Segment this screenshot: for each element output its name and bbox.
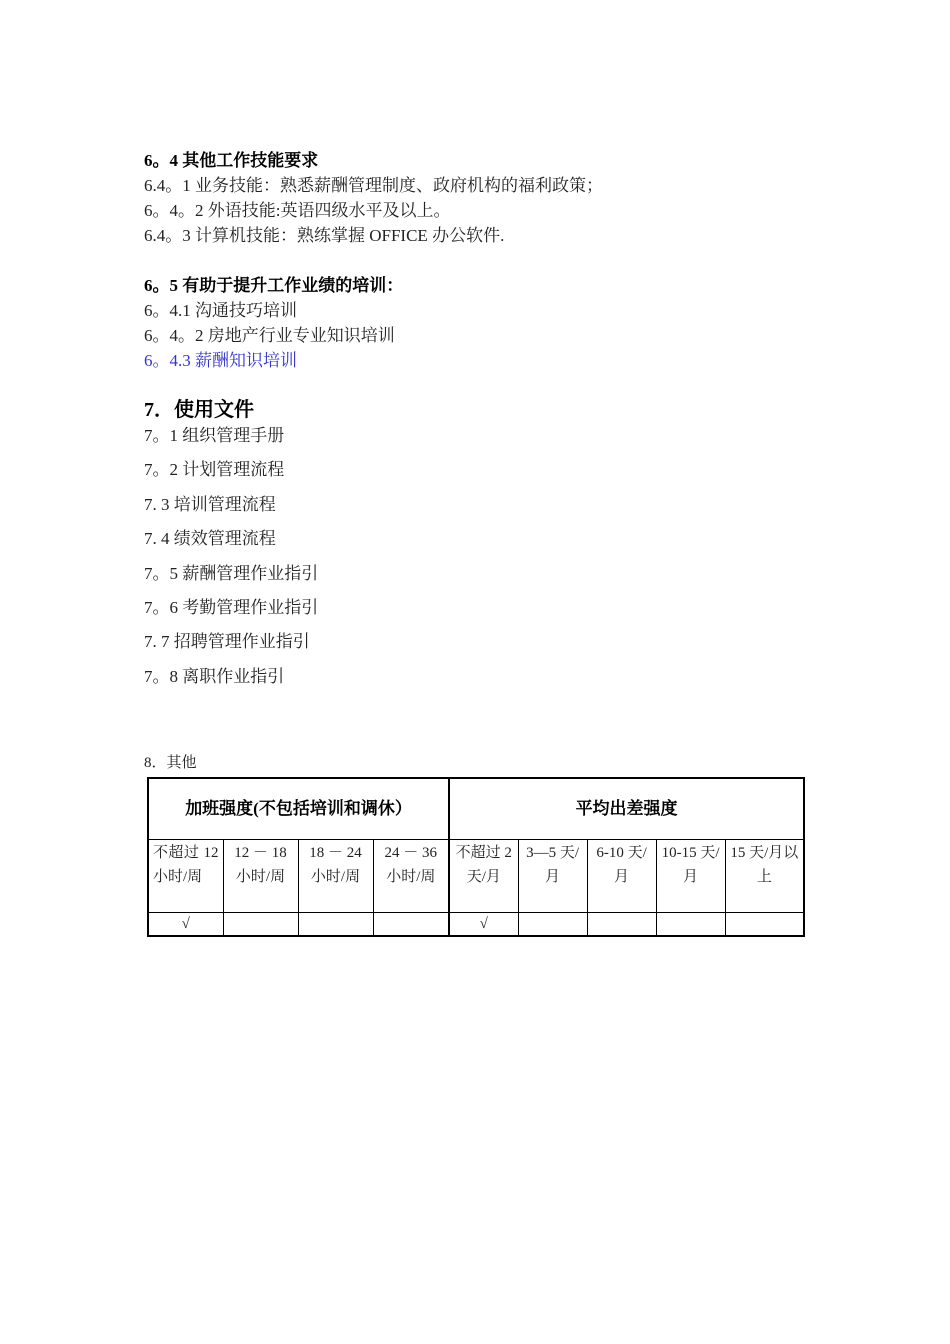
check-cell: [373, 913, 449, 937]
section-7-item: 7. 4 绩效管理流程: [144, 529, 276, 549]
check-cell: √: [449, 913, 518, 937]
check-cell: √: [148, 913, 223, 937]
section-7-item: 7. 3 培训管理流程: [144, 494, 276, 514]
section-6-5-item-2: 6。4。2 房地产行业专业知识培训: [144, 326, 395, 345]
section-6-4-item-2: 6。4。2 外语技能:英语四级水平及以上。: [144, 201, 451, 220]
check-cell: [656, 913, 725, 937]
section-6-5-heading: 6。5 有助于提升工作业绩的培训：: [144, 276, 404, 295]
section-7-item: 7。2 计划管理流程: [144, 460, 285, 480]
section-6-4-item-1: 6.4。1 业务技能：熟悉薪酬管理制度、政府机构的福利政策；: [144, 176, 603, 195]
work-intensity-table: [147, 777, 805, 937]
overtime-intensity-header: 加班强度(不包括培训和调休）: [148, 778, 449, 840]
travel-col-4: 10-15 天/月: [656, 840, 725, 913]
section-7-item: 7. 7 招聘管理作业指引: [144, 632, 310, 652]
section-6-4-item-3: 6.4。3 计算机技能：熟练掌握 OFFICE 办公软件.: [144, 226, 505, 245]
document-body: [144, 148, 804, 698]
section-6-5-item-3: 6。4.3 薪酬知识培训: [144, 351, 297, 370]
section-6-4-heading: 6。4 其他工作技能要求: [144, 151, 319, 170]
travel-col-1: 不超过 2 天/月: [449, 840, 518, 913]
section-7-item: 7。1 组织管理手册: [144, 426, 285, 445]
check-cell: [587, 913, 656, 937]
section-7-item: 7。6 考勤管理作业指引: [144, 597, 319, 617]
travel-col-3: 6-10 天/月: [587, 840, 656, 913]
travel-col-2: 3—5 天/月: [518, 840, 587, 913]
check-cell: [223, 913, 298, 937]
section-7-item: 7。5 薪酬管理作业指引: [144, 563, 319, 583]
check-cell: [725, 913, 804, 937]
section-7-heading: 7．使用文件: [144, 399, 254, 421]
section-7-item: 7。8 离职作业指引: [144, 666, 285, 686]
travel-col-5: 15 天/月以上: [725, 840, 804, 913]
travel-intensity-header: 平均出差强度: [449, 778, 804, 840]
section-8-heading: 8．其他: [144, 755, 197, 771]
spacer: [144, 373, 804, 397]
spacer: [144, 248, 804, 273]
check-cell: [518, 913, 587, 937]
overtime-col-2: 12 － 18 小时/周: [223, 840, 298, 913]
section-6-5-item-1: 6。4.1 沟通技巧培训: [144, 301, 297, 320]
overtime-col-4: 24 － 36 小时/周: [373, 840, 449, 913]
overtime-col-1: 不超过 12 小时/周: [148, 840, 223, 913]
check-cell: [298, 913, 373, 937]
overtime-col-3: 18 － 24 小时/周: [298, 840, 373, 913]
